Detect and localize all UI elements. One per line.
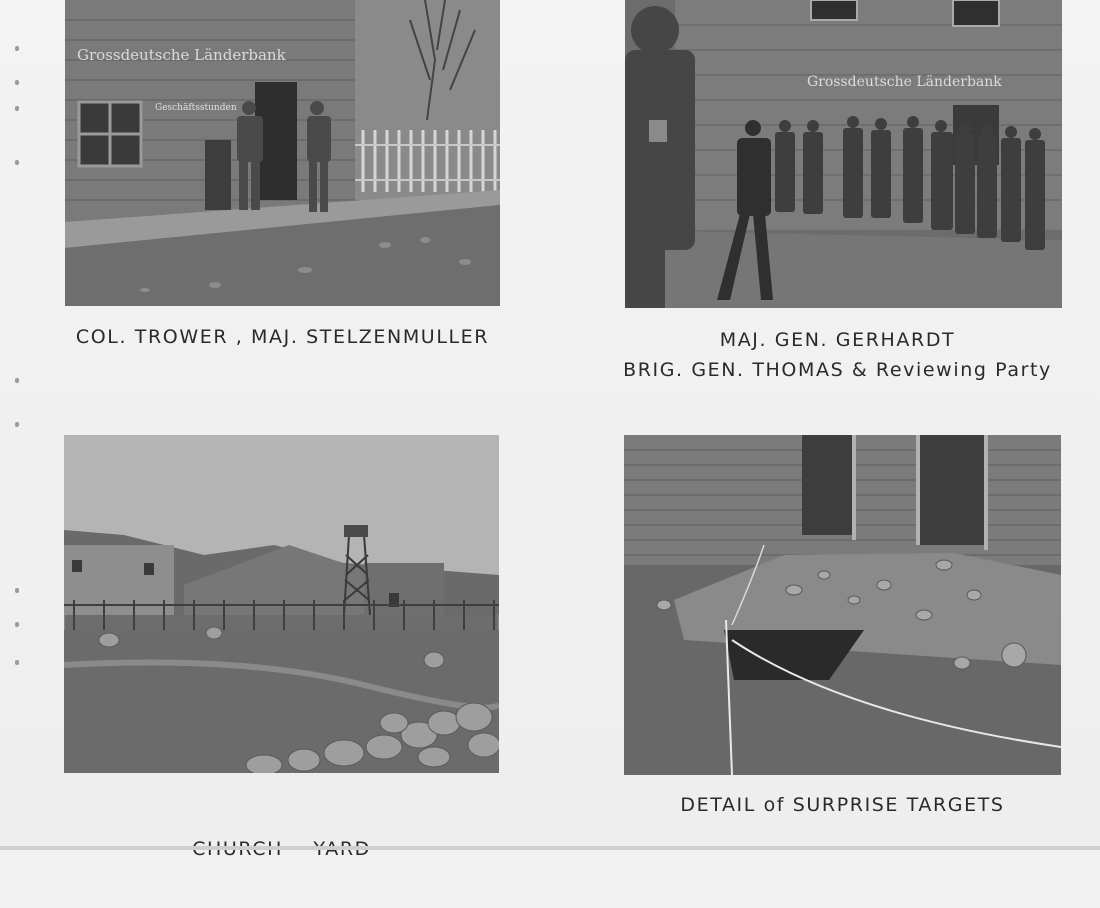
caption-reviewing-party — [600, 325, 1075, 385]
photo-bank-officers — [65, 0, 500, 306]
binder-hole — [15, 46, 19, 51]
binder-hole — [15, 660, 19, 665]
binder-hole — [15, 588, 19, 593]
caption-bank-officers — [65, 322, 500, 352]
door-sign-text: Geschäftsstunden — [155, 103, 237, 113]
caption-line: DETAIL of SURPRISE TARGETS — [680, 794, 1005, 816]
caption-line: BRIG. GEN. THOMAS & Reviewing Party — [623, 359, 1052, 381]
caption-line: MAJ. GEN. GERHARDT — [719, 329, 956, 351]
photo-reviewing-party — [625, 0, 1062, 308]
bank-sign-text: Grossdeutsche Länderbank — [77, 46, 286, 64]
photo-surprise-targets — [624, 435, 1061, 775]
binder-hole — [15, 378, 19, 383]
binder-hole — [15, 80, 19, 85]
binder-hole — [15, 622, 19, 627]
bank-sign-text: Grossdeutsche Länderbank — [807, 74, 1002, 90]
caption-line: COL. TROWER , MAJ. STELZENMULLER — [75, 326, 490, 348]
binder-hole — [15, 422, 19, 427]
binder-hole — [15, 160, 19, 165]
page-edge — [0, 846, 1100, 850]
caption-surprise-targets — [624, 790, 1061, 820]
binder-hole — [15, 106, 19, 111]
photo-church-yard — [64, 435, 499, 773]
